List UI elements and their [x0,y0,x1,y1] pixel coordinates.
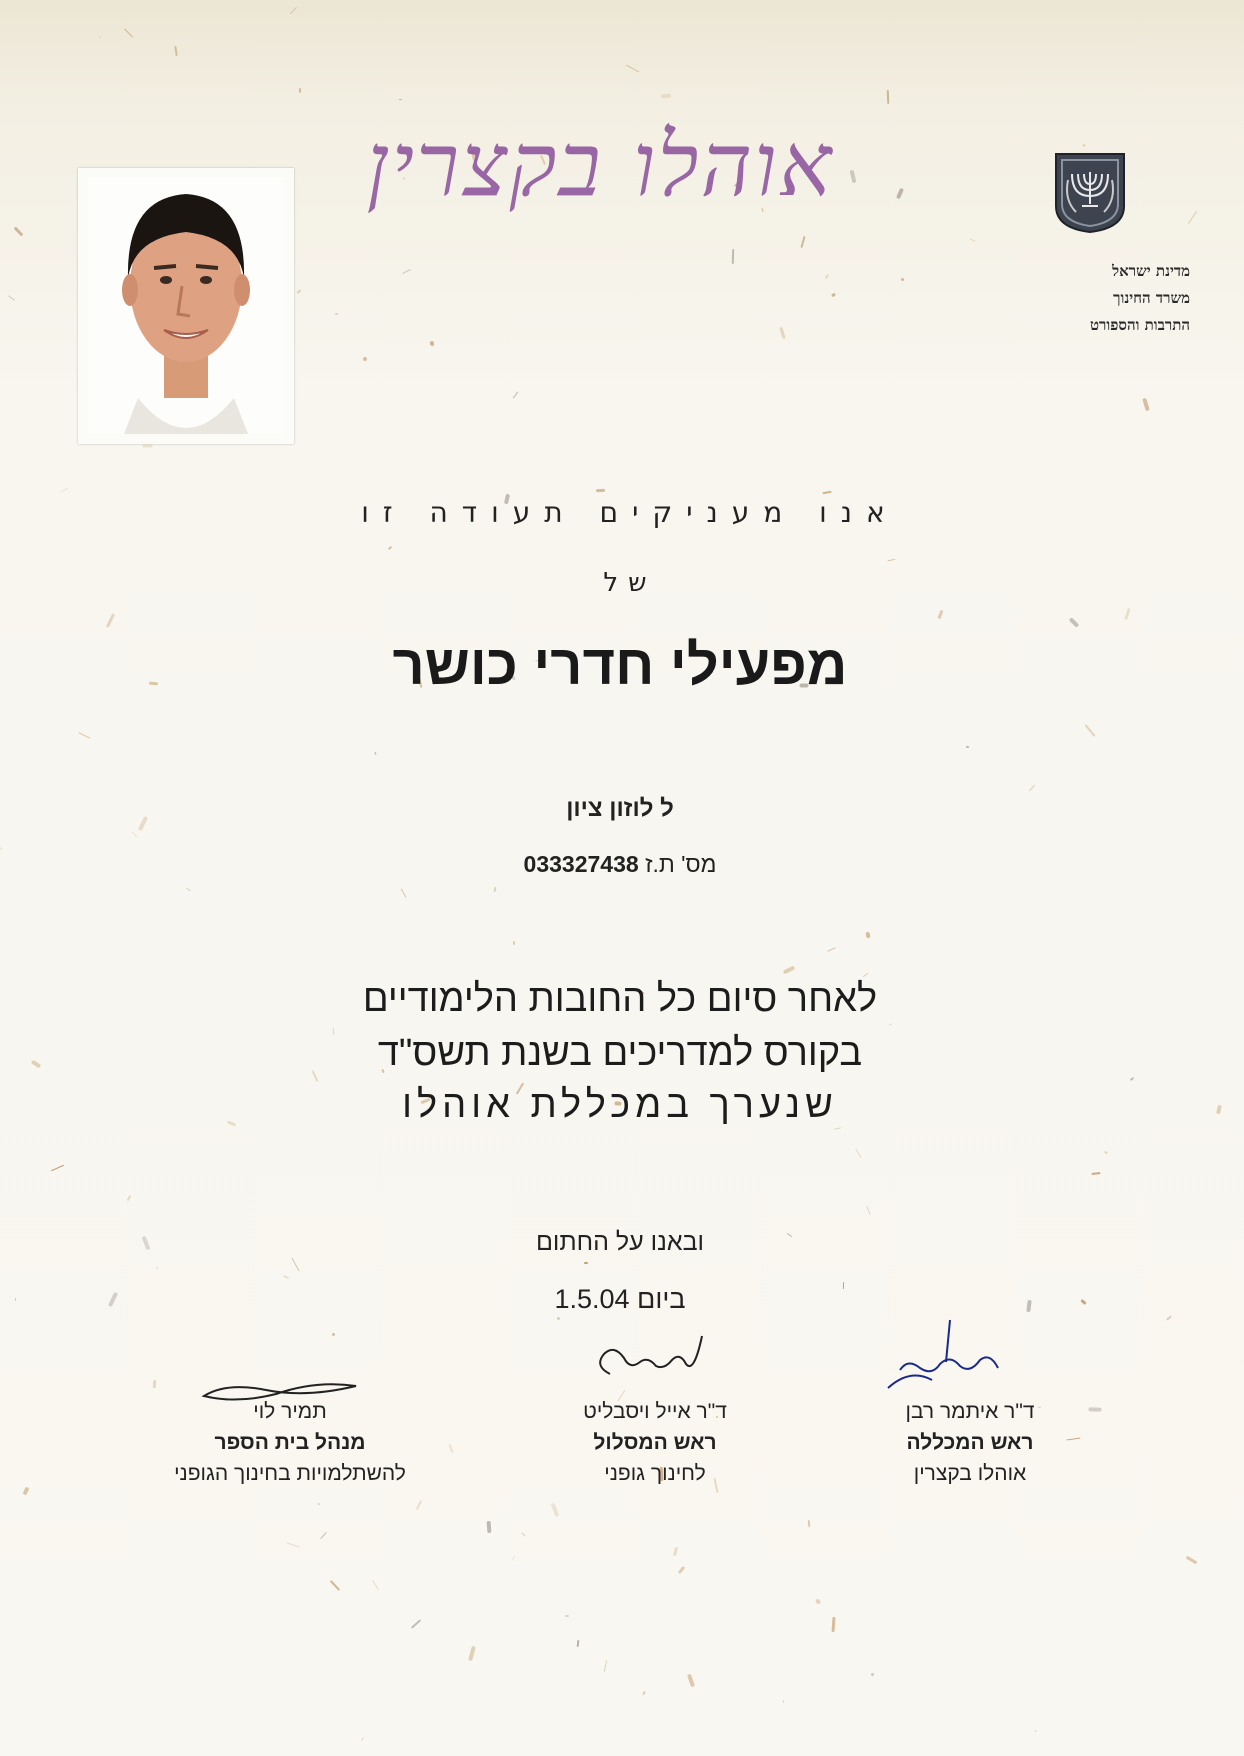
signatory-right-role: ראש המכללה [906,1431,1034,1454]
signatory-right [860,1396,1080,1489]
paper-fleck [887,90,889,104]
date-line: ביום 1.5.04 [554,1284,686,1314]
paper-fleck [299,88,301,93]
recipient-name: ל לוזון ציון [566,795,674,822]
id-number-line [430,851,810,878]
signatory-right-department: אוהלו בקצרין [913,1462,1027,1485]
paper-fleck [487,1521,492,1533]
seal-line: ובאנו על החתום [535,1228,705,1256]
signatory-left-department: להשתלמויות בחינוך הגופני [174,1462,406,1485]
college-logo [340,90,860,240]
paper-fleck [513,941,515,945]
signatory-left-role: מנהל בית הספר [214,1431,366,1454]
paper-fleck [335,313,338,315]
id-label: מס' ת.ז [645,851,717,877]
grant-line: אנו מעניקים תעודה זו [361,496,899,529]
paper-fleck [15,1298,16,1301]
signatory-middle-name: ד"ר אייל ויסבליט [583,1400,727,1423]
signatory-left-name: תמיר לוי [253,1400,327,1423]
ministry-line-3: התרבות והספורט [1089,316,1190,334]
paper-fleck [153,1380,157,1388]
signatory-right-name: ד"ר איתמר רבן [905,1400,1035,1423]
signatory-middle-department: לחינוך גופני [604,1462,706,1485]
paper-fleck [100,36,102,38]
id-number: 033327438 [523,851,639,877]
ministry-line-2: משרד החינוך [1113,289,1190,307]
paper-fleck [584,1262,588,1264]
paper-fleck [596,489,605,492]
paper-fleck [142,444,152,447]
portrait-image [78,168,294,444]
paper-fleck [149,682,158,686]
menorah-emblem-icon [1052,150,1128,234]
of-line: של [603,568,657,598]
logo-text: אוהלו בקצרין [366,113,834,216]
body-line-2: בקורס למדריכים בשנת תשס"ד [377,1032,863,1074]
recipient-photo [78,168,294,444]
paper-fleck [1088,1407,1101,1411]
signatory-left [140,1396,440,1489]
signatory-middle-role: ראש המסלול [593,1431,717,1454]
state-emblem [1052,150,1128,234]
paper-fleck [1034,1730,1036,1731]
ministry-line-1: מדינת ישראל [1112,262,1190,280]
body-line-3: שנערך במכללת אוהלו [402,1084,838,1126]
signature-right [880,1318,1010,1392]
body-line-1: לאחר סיום כל החובות הלימודיים [362,978,878,1020]
signature-middle [590,1330,720,1392]
ministry-header [990,258,1190,339]
certificate-title: מפעילי חדרי כושר [392,633,848,696]
paper-fleck [565,1615,569,1617]
paper-fleck [966,746,969,749]
paper-fleck [843,1282,844,1289]
signatory-middle [530,1396,780,1489]
